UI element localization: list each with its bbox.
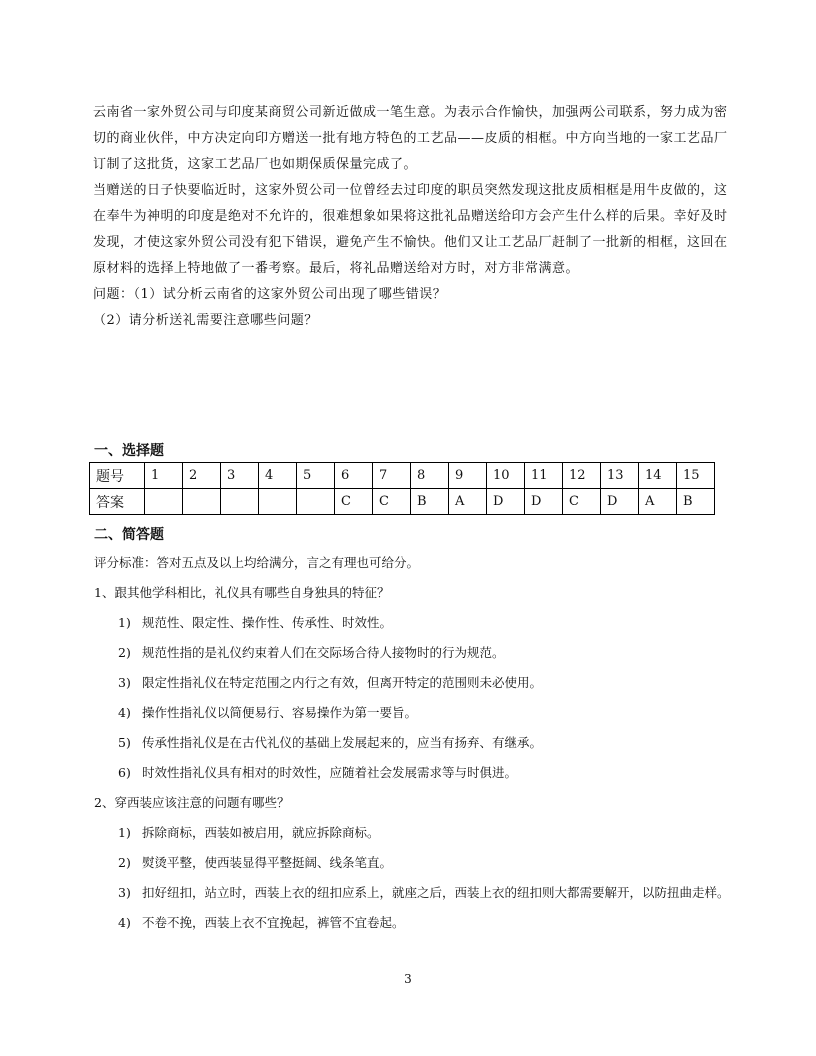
- answer-cell: [221, 489, 259, 515]
- section-1-title: 一、选择题: [94, 443, 164, 459]
- item-text: 时效性指礼仪具有相对的时效性，应随着社会发展需求等与时俱进。: [142, 765, 518, 780]
- list-item: [94, 608, 734, 638]
- section-2-title: 二、简答题: [94, 527, 164, 543]
- item-text: 不卷不挽，西装上衣不宜挽起，裤管不宜卷起。: [142, 915, 405, 930]
- case-study: [93, 100, 729, 334]
- answer-cell: B: [411, 489, 449, 515]
- list-item: [94, 638, 734, 668]
- item-text: 熨烫平整，使西装显得平整挺阔、线条笔直。: [142, 855, 393, 870]
- number-cell: 10: [487, 463, 525, 489]
- answer-table: [89, 462, 715, 515]
- item-number: 5): [118, 735, 131, 750]
- list-item: [94, 818, 734, 848]
- case-question-1: 问题：（1）试分析云南省的这家外贸公司出现了哪些错误？: [93, 287, 447, 302]
- list-item: [94, 908, 734, 938]
- answer-cell: [145, 489, 183, 515]
- item-text: 规范性指的是礼仪约束着人们在交际场合待人接物时的行为规范。: [142, 645, 505, 660]
- answer-cell: [183, 489, 221, 515]
- answer-cell: C: [335, 489, 373, 515]
- number-cell: 3: [221, 463, 259, 489]
- case-paragraph-1: 云南省一家外贸公司与印度某商贸公司新近做成一笔生意。为表示合作愉快，加强两公司联系，努力成为密切的商业伙伴，中方决定向印方赠送一批有地方特色的工艺品——皮质的相框。中方向当地的一家工艺品厂订制了这批货，这家工艺品厂也如期保质保量完成了。: [93, 105, 728, 172]
- answer-table-number-row: [90, 463, 715, 489]
- number-cell: 13: [601, 463, 639, 489]
- list-item: [94, 848, 734, 878]
- list-item: [94, 698, 734, 728]
- page-number: 3: [404, 972, 412, 986]
- number-cell: 12: [563, 463, 601, 489]
- answer-cell: D: [525, 489, 563, 515]
- number-cell: 5: [297, 463, 335, 489]
- number-cell: 9: [449, 463, 487, 489]
- number-cell: 11: [525, 463, 563, 489]
- item-number: 1): [118, 825, 131, 840]
- item-text: 扣好纽扣，站立时，西装上衣的纽扣应系上，就座之后，西装上衣的纽扣则大都需要解开，以防扭曲走样。: [142, 885, 730, 900]
- number-cell: 6: [335, 463, 373, 489]
- answer-cell: A: [449, 489, 487, 515]
- item-number: 2): [118, 855, 131, 870]
- item-number: 1): [118, 615, 131, 630]
- item-text: 限定性指礼仪在特定范围之内行之有效，但离开特定的范围则未必使用。: [142, 675, 543, 690]
- number-cell: 8: [411, 463, 449, 489]
- question-2: 2、穿西装应该注意的问题有哪些？: [94, 795, 290, 810]
- case-paragraph-2: 当赠送的日子快要临近时，这家外贸公司一位曾经去过印度的职员突然发现这批皮质相框是用牛皮做的，这在奉牛为神明的印度是绝对不允许的，很难想象如果将这批礼品赠送给印方会产生什么样的后果。幸好及时发现，才使这家外贸公司没有犯下错误，避免产生不愉快。他们又让工艺品厂赶制了一批新的相框，这回在原材料的选择上特地做了一番考察。最后，将礼品赠送给对方时，对方非常满意。: [93, 183, 728, 276]
- item-number: 4): [118, 915, 131, 930]
- item-text: 操作性指礼仪以简便易行、容易操作为第一要旨。: [142, 705, 418, 720]
- item-number: 2): [118, 645, 131, 660]
- item-text: 传承性指礼仪是在古代礼仪的基础上发展起来的，应当有扬弃、有继承。: [142, 735, 543, 750]
- item-number: 6): [118, 765, 131, 780]
- item-text: 拆除商标，西装如被启用，就应拆除商标。: [142, 825, 380, 840]
- number-cell: 1: [145, 463, 183, 489]
- answer-table-answer-row: [90, 489, 715, 515]
- number-cell: 15: [677, 463, 715, 489]
- item-number: 3): [118, 675, 131, 690]
- case-question-2: （2）请分析送礼需要注意哪些问题？: [93, 313, 318, 328]
- number-cell: 7: [373, 463, 411, 489]
- grading-criteria: 评分标准：答对五点及以上均给满分，言之有理也可给分。: [94, 555, 420, 570]
- answer-cell: [259, 489, 297, 515]
- list-item: [94, 878, 734, 908]
- answer-cell: D: [487, 489, 525, 515]
- answer-cell: A: [639, 489, 677, 515]
- list-item: [94, 728, 734, 758]
- answer-cell: C: [563, 489, 601, 515]
- item-number: 4): [118, 705, 131, 720]
- question-1: 1、跟其他学科相比，礼仪具有哪些自身独具的特征？: [94, 585, 390, 600]
- answer-cell: D: [601, 489, 639, 515]
- list-item: [94, 668, 734, 698]
- number-cell: 2: [183, 463, 221, 489]
- row-header-answer: 答案: [90, 489, 145, 515]
- number-cell: 14: [639, 463, 677, 489]
- answer-cell: [297, 489, 335, 515]
- number-cell: 4: [259, 463, 297, 489]
- answer-cell: B: [677, 489, 715, 515]
- item-text: 规范性、限定性、操作性、传承性、时效性。: [142, 615, 393, 630]
- answer-cell: C: [373, 489, 411, 515]
- list-item: [94, 758, 734, 788]
- row-header-number: 题号: [90, 463, 145, 489]
- item-number: 3): [118, 885, 131, 900]
- short-answer-section: [94, 548, 734, 938]
